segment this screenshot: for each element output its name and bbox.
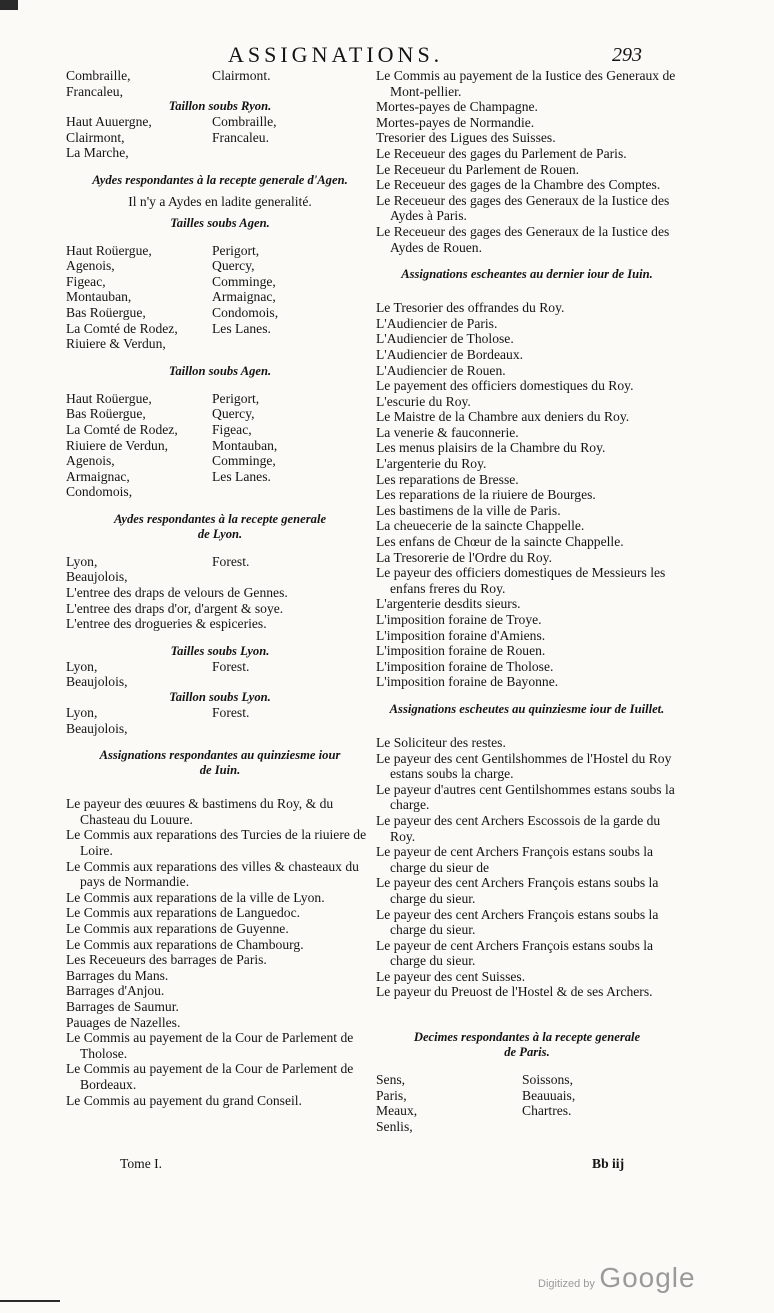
entry-line: Le Commis aux reparations des villes & chasteaux du pays de Normandie. <box>66 858 359 890</box>
entry-left: Bas Roüergue, <box>66 304 146 320</box>
entry-line: Le payeur du Preuost de l'Hostel & de ses Archers. <box>376 984 653 1000</box>
entry-left: Haut Roüergue, <box>66 390 152 406</box>
spacer <box>66 231 374 243</box>
entry-line: L'escurie du Roy. <box>376 393 471 409</box>
entry-pair <box>66 659 374 675</box>
entry-right: Quercy, <box>212 406 255 422</box>
entry-right: Clairmont. <box>212 68 271 83</box>
entry-left: Haut Auuergne, <box>66 114 152 130</box>
entry-left: La Comté de Rodez, <box>66 421 178 437</box>
entry-right: Comminge, <box>212 453 276 469</box>
entry-right: Montauban, <box>212 437 278 453</box>
entry-line: Mortes-payes de Normandie. <box>376 114 535 130</box>
entry-line: L'Audiencier de Bordeaux. <box>376 346 524 362</box>
entry-line: Tresorier des Ligues des Suisses. <box>376 130 556 146</box>
spacer <box>66 500 374 512</box>
spacer <box>66 379 374 391</box>
entry-pair <box>66 391 374 407</box>
entry-line: L'Audiencier de Tholose. <box>376 331 514 347</box>
entry-line: L'imposition foraine de Troye. <box>376 612 542 627</box>
entry-line: Barrages de Saumur. <box>66 998 179 1014</box>
entry-line: La venerie & fauconnerie. <box>376 424 519 440</box>
entry-line: L'entree des draps d'or, d'argent & soye. <box>66 600 284 616</box>
section-heading: Taillon soubs Lyon. <box>169 690 271 705</box>
page-number: 293 <box>612 44 642 66</box>
entry-line: Le Receueur des gages des Generaux de la Iustice des Aydes de Rouen. <box>376 223 670 255</box>
volume-label: Tome I. <box>120 1156 163 1171</box>
entry-line: La cheuecerie de la saincte Chappelle. <box>376 518 585 534</box>
spacer <box>376 282 678 300</box>
entry-line: Le payement des officiers domestiques du Roy. <box>376 378 634 394</box>
entry-line: L'imposition foraine de Rouen. <box>376 643 546 659</box>
entry-line: Le Commis au payement de la Cour de Parlement de Bordeaux. <box>66 1061 354 1092</box>
entry-line: La Marche, <box>66 145 129 161</box>
spacer <box>376 690 678 702</box>
entry-left: Bas Roüergue, <box>66 406 146 422</box>
entry-pair <box>66 114 374 130</box>
entry-pair <box>66 274 374 290</box>
entry-line: Les Receueurs des barrages de Paris. <box>66 952 267 968</box>
entry-line: L'argenterie desdits sieurs. <box>376 596 521 612</box>
section-heading: de Paris. <box>504 1045 550 1060</box>
entry-left: Lyon, <box>66 658 98 674</box>
entry-left: Lyon, <box>66 705 98 721</box>
entry-left: Armaignac, <box>66 468 130 484</box>
entry-line: Barrages d'Anjou. <box>66 983 165 999</box>
entry-line: Riuiere & Verdun, <box>66 336 166 352</box>
entry-right: Les Lanes. <box>212 320 271 336</box>
entry-line: La Tresorerie de l'Ordre du Roy. <box>376 549 552 565</box>
entry-line: L'imposition foraine de Tholose. <box>376 658 554 674</box>
entry-left: Clairmont, <box>66 129 125 145</box>
entry-right: Beauuais, <box>522 1087 576 1103</box>
spacer <box>66 632 374 644</box>
entry-line: Les enfans de Chœur de la saincte Chappelle. <box>376 534 624 550</box>
entry-left: Agenois, <box>66 258 115 274</box>
entry-pair <box>66 406 374 422</box>
entry-left: Figeac, <box>66 273 106 289</box>
entry-line: Condomois, <box>66 484 133 500</box>
entry-line: Le Tresorier des offrandes du Roy. <box>376 300 565 316</box>
entry-left: Meaux, <box>376 1103 418 1119</box>
entry-line: Le Commis aux reparations de Languedoc. <box>66 905 301 921</box>
entry-pair <box>66 243 374 259</box>
entry-line: Le payeur des œuures & bastimens du Roy, & du Chasteau du Louure. <box>66 796 334 827</box>
entry-line: L'Audiencier de Paris. <box>376 315 498 331</box>
entry-line: Le Commis au payement de la Iustice des Generaux de Mont-pellier. <box>376 68 676 99</box>
entry-right: Perigort, <box>212 242 260 258</box>
section-heading: Tailles soubs Agen. <box>170 215 270 230</box>
entry-line: Le Commis aux reparations de Guyenne. <box>66 920 289 936</box>
entry-line: Pauages de Nazelles. <box>66 1014 181 1030</box>
entry-line: Le payeur des cent Archers Escossois de la garde du Roy. <box>376 812 661 844</box>
entry-line: Le Receueur des gages du Parlement de Paris. <box>376 145 627 161</box>
entry-line: Le payeur des cent Archers François estans soubs la charge du sieur. <box>376 906 659 938</box>
spacer <box>376 1000 678 1018</box>
entry-line: Le Commis aux reparations de la ville de Lyon. <box>66 889 325 905</box>
section-heading: Tailles soubs Lyon. <box>170 643 270 658</box>
entry-pair <box>66 305 374 321</box>
spacer <box>66 161 374 173</box>
entry-line: Le payeur des cent Archers François estans soubs la charge du sieur. <box>376 875 659 906</box>
section-heading: Taillon soubs Ryon. <box>168 99 272 114</box>
entry-line: L'argenterie du Roy. <box>376 456 487 472</box>
entry-pair <box>66 289 374 305</box>
section-heading: Assignations escheutes au quinziesme iour de Iuillet. <box>389 701 665 716</box>
entry-line: Le payeur de cent Archers François estans soubs la charge du sieur. <box>376 937 654 969</box>
section-heading: Decimes respondantes à la recepte generale <box>413 1030 641 1045</box>
entry-line: Les bastimens de la ville de Paris. <box>376 502 561 518</box>
section-heading: de Iuin. <box>199 763 241 778</box>
entry-left: Lyon, <box>66 553 98 569</box>
entry-line: L'Audiencier de Rouen. <box>376 362 506 378</box>
entry-line: Senlis, <box>376 1118 413 1134</box>
watermark-prefix: Digitized by <box>538 1278 595 1290</box>
entry-left: La Comté de Rodez, <box>66 320 178 336</box>
entry-line: Le payeur des officiers domestiques de Messieurs les enfans freres du Roy. <box>376 565 666 596</box>
entry-left: Montauban, <box>66 289 132 305</box>
entry-right: Figeac, <box>212 421 252 437</box>
entry-left: Agenois, <box>66 453 115 469</box>
spacer <box>376 1060 678 1072</box>
entry-line: Le Soliciteur des restes. <box>376 734 506 750</box>
section-heading: Aydes respondantes à la recepte generale d'Agen. <box>92 172 348 187</box>
entry-line: Le Commis au payement de la Cour de Parlement de Tholose. <box>66 1030 354 1061</box>
entry-left: Riuiere de Verdun, <box>66 437 169 453</box>
entry-right: Forest. <box>212 658 250 674</box>
entry-line: Barrages du Mans. <box>66 967 169 983</box>
entry-line: L'entree des drogueries & espiceries. <box>66 616 267 632</box>
entry-right: Armaignac, <box>212 289 276 305</box>
entry-line: Les reparations de la riuiere de Bourges. <box>376 487 596 503</box>
entry-pair <box>66 258 374 274</box>
section-heading: Assignations respondantes au quinziesme iour <box>99 748 341 763</box>
entry-line: L'entree des draps de velours de Gennes. <box>66 585 288 601</box>
spacer <box>66 352 374 364</box>
spacer <box>66 542 374 554</box>
entry-line: Le Commis aux reparations des Turcies de la riuiere de Loire. <box>66 827 367 858</box>
entry-line: Le payeur des cent Suisses. <box>376 968 526 984</box>
entry-right: Forest. <box>212 553 250 569</box>
entry-pair <box>66 453 374 469</box>
left-column <box>66 68 374 1108</box>
entry-left: Haut Roüergue, <box>66 242 152 258</box>
entry-line: Le Receueur du Parlement de Rouen. <box>376 161 580 177</box>
entry-right: Francaleu. <box>212 129 269 145</box>
entry-right: Comminge, <box>212 273 276 289</box>
entry-right: Combraille, <box>212 114 277 130</box>
entry-pair <box>66 321 374 337</box>
scan-edge-mark <box>0 0 18 10</box>
watermark <box>538 1262 696 1294</box>
entry-line: L'imposition foraine d'Amiens. <box>376 627 546 643</box>
entry-line: Beaujolois, <box>66 569 128 585</box>
spacer <box>376 1018 678 1030</box>
signature-mark: Bb iij <box>592 1156 625 1171</box>
entry-line: Le payeur de cent Archers François estans soubs la charge du sieur de <box>376 844 654 875</box>
entry-left: Combraille, <box>66 68 131 83</box>
entry-line: Le Receueur des gages de la Chambre des Comptes. <box>376 177 661 193</box>
section-heading: de Lyon. <box>197 526 243 541</box>
entry-line: Les reparations de Bresse. <box>376 471 519 487</box>
entry-right: Soissons, <box>522 1072 573 1088</box>
scan-edge-mark <box>0 1300 60 1302</box>
watermark-logo: Google <box>599 1262 696 1293</box>
entry-pair <box>66 130 374 146</box>
entry-line: Le payeur d'autres cent Gentilshommes estans soubs la charge. <box>376 781 675 813</box>
entry-line: Beaujolois, <box>66 674 128 690</box>
spacer <box>66 778 374 796</box>
running-head: ASSIGNATIONS. <box>228 42 444 67</box>
entry-left: Paris, <box>376 1087 407 1103</box>
section-heading: Taillon soubs Agen. <box>168 363 272 378</box>
entry-right: Les Lanes. <box>212 468 271 484</box>
entry-right: Perigort, <box>212 390 260 406</box>
entry-pair <box>66 554 374 570</box>
entry-line: Le payeur des cent Gentilshommes de l'Hostel du Roy estans soubs la charge. <box>376 750 672 782</box>
spacer <box>376 255 678 267</box>
entry-line: L'imposition foraine de Bayonne. <box>376 674 559 690</box>
right-column <box>376 68 678 1134</box>
entry-right: Forest. <box>212 705 250 721</box>
entry-pair <box>376 1072 678 1088</box>
entry-line: Il n'y a Aydes en ladite generalité. <box>128 193 312 209</box>
entry-line: Le Commis au payement du grand Conseil. <box>66 1092 302 1108</box>
entry-line: Le Maistre de la Chambre aux deniers du Roy. <box>376 409 630 425</box>
entry-line: Les menus plaisirs de la Chambre du Roy. <box>376 440 606 456</box>
spacer <box>66 736 374 748</box>
entry-pair <box>66 68 374 84</box>
entry-pair <box>376 1088 678 1104</box>
entry-line: Mortes-payes de Champagne. <box>376 99 538 115</box>
entry-right: Condomois, <box>212 304 279 320</box>
entry-line: Francaleu, <box>66 83 123 99</box>
section-heading: Aydes respondantes à la recepte generale <box>113 511 327 526</box>
entry-line: Beaujolois, <box>66 720 128 736</box>
entry-line: Le Commis aux reparations de Chambourg. <box>66 936 304 952</box>
entry-pair <box>66 422 374 438</box>
entry-pair <box>376 1103 678 1119</box>
entry-pair <box>66 438 374 454</box>
entry-pair <box>66 705 374 721</box>
entry-line: Le Receueur des gages des Generaux de la Iustice des Aydes à Paris. <box>376 192 670 224</box>
spacer <box>376 717 678 735</box>
section-heading: Assignations escheantes au dernier iour de Iuin. <box>401 267 653 282</box>
entry-right: Quercy, <box>212 258 255 274</box>
entry-right: Chartres. <box>522 1103 572 1119</box>
entry-pair <box>66 469 374 485</box>
entry-left: Sens, <box>376 1072 406 1088</box>
